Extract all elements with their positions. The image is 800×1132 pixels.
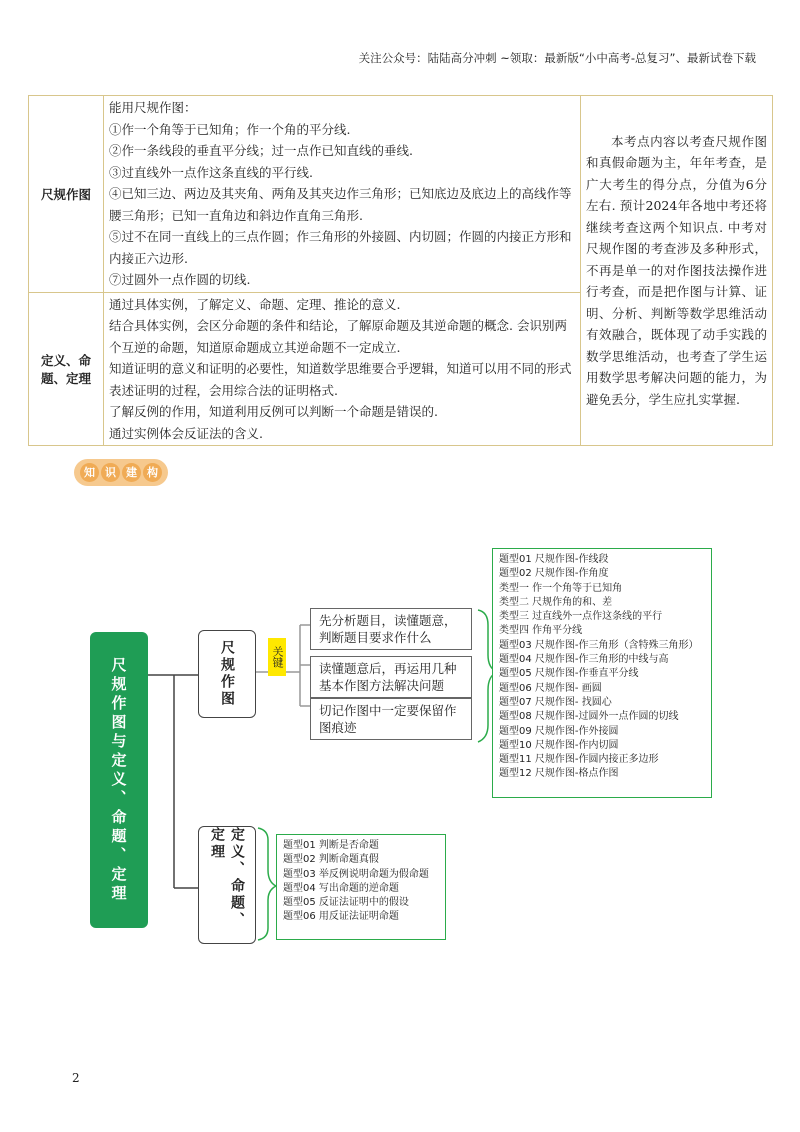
list-item: 题型11 尺规作图-作圆内接正多边形 [499, 754, 659, 766]
branch-definitions: 定义、命题、定理 [198, 826, 256, 944]
content-line: 结合具体实例，会区分命题的条件和结论，了解原命题及其逆命题的概念. 会识别两个互逆的命题，知道原命题成立其逆命题不一定成立. [109, 318, 567, 355]
list-item: 题型04 尺规作图-作三角形的中线与高 [499, 654, 669, 666]
list-item: 题型10 尺规作图-作内切圆 [499, 739, 619, 751]
list-item: 题型03 举反例说明命题为假命题 [283, 868, 429, 880]
list-item: 类型一 作一个角等于已知角 [499, 582, 623, 594]
content-line: 能用尺规作图： [109, 100, 197, 115]
list-item: 题型04 写出命题的逆命题 [283, 882, 399, 894]
list-item: 题型02 判断命题真假 [283, 854, 379, 866]
badge-char: 建 [122, 463, 141, 482]
content-line: ④已知三边、两边及其夹角、两角及其夹边作三角形；已知底边及底边上的高线作等腰三角形；已知一直角边和斜边作直角三角形. [109, 186, 572, 223]
list-item: 类型四 作角平分线 [499, 625, 583, 637]
content-line: 通过实例体会反证法的含义. [109, 425, 263, 441]
content-line: ②作一条线段的垂直平分线；过一点作已知直线的垂线. [109, 143, 413, 158]
mindmap-root: 尺规作图与定义、命题、定理 [90, 632, 148, 928]
badge-char: 构 [143, 463, 162, 482]
row-label: 尺规作图 [29, 96, 104, 293]
badge-char: 知 [80, 463, 99, 482]
content-line: 通过具体实例，了解定义、命题、定理、推论的意义. [109, 296, 401, 312]
content-line: ⑦过圆外一点作圆的切线. [109, 272, 251, 287]
list-item: 题型06 用反证法证明命题 [283, 911, 399, 923]
list-item: 题型01 尺规作图-作线段 [499, 554, 609, 565]
construction-topic-list [492, 548, 712, 798]
list-item: 题型02 尺规作图-作角度 [499, 568, 609, 580]
content-line: ⑤过不在同一直线上的三点作圆；作三角形的外接圆、内切圆；作圆的内接正方形和内接正六边形. [109, 229, 572, 266]
list-item: 题型05 反证法证明中的假设 [283, 897, 409, 909]
list-item: 题型09 尺规作图-作外接圆 [499, 725, 619, 737]
header-note: 关注公众号：陆陆高分冲刺 ~领取：最新版“小中高考-总复习”、最新试卷下载 [358, 51, 756, 65]
list-item: 题型01 判断是否命题 [283, 840, 379, 851]
key-step-box: 读懂题意后，再运用几种基本作图方法解决问题 [310, 656, 472, 698]
key-step-box: 切记作图中一定要保留作图痕迹 [310, 698, 472, 740]
list-item: 类型三 过直线外一点作这条线的平行 [499, 611, 663, 623]
badge-char: 识 [101, 463, 120, 482]
row-label: 定义、命题、定理 [29, 292, 104, 446]
key-step-box: 先分析题目，读懂题意，判断题目要求作什么 [310, 608, 472, 650]
content-line: 知道证明的意义和证明的必要性，知道数学思维要合乎逻辑，知道可以用不同的形式表述证明的过程，会用综合法的证明格式. [109, 361, 572, 398]
branch-construction: 尺规作图 [198, 630, 256, 718]
list-item: 类型二 尺规作角的和、差 [499, 596, 613, 608]
content-line: ③过直线外一点作这条直线的平行线. [109, 164, 313, 180]
key-label: 关键 [268, 638, 286, 676]
proposition-topic-list [276, 834, 446, 940]
list-item: 题型12 尺规作图-格点作图 [499, 768, 619, 780]
exam-note: 本考点内容以考查尺规作图和真假命题为主，年年考查，是广大考生的得分点，分值为6分左右. 预计2024年各地中考还将继续考查这两个知识点. 中考对尺规作图的考查涉及多种形式，不再是单一的对作图技法操作进行考查，而是把作图与计算、证明、分析、判断等数学思维活动有效融合，既体现了动手实践的数学思维活动，也考查了学生运用数学思考解决问题的能力，为避免丢分，学生应扎实掌握. [581, 96, 773, 446]
list-item: 题型07 尺规作图- 找圆心 [499, 696, 612, 708]
content-line: ①作一个角等于已知角；作一个角的平分线. [109, 121, 351, 137]
list-item: 题型05 尺规作图-作垂直平分线 [499, 668, 639, 680]
list-item: 题型08 尺规作图-过圆外一点作圆的切线 [499, 711, 679, 723]
content-line: 了解反例的作用，知道利用反例可以判断一个命题是错误的. [109, 404, 438, 419]
list-item: 题型06 尺规作图- 画圆 [499, 682, 602, 694]
list-item: 题型03 尺规作图-作三角形（含特殊三角形） [499, 639, 699, 651]
page-number: 2 [72, 1071, 80, 1085]
